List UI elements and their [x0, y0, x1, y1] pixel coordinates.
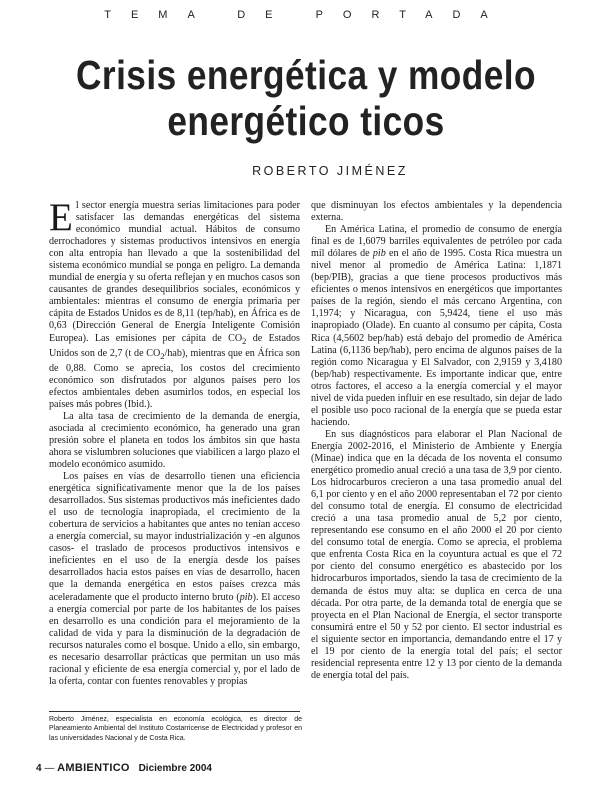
issue-date: Diciembre 2004 — [138, 763, 212, 774]
article-author: ROBERTO JIMÉNEZ — [252, 164, 408, 178]
drop-cap: E — [49, 196, 73, 239]
folio-separator: — — [44, 763, 55, 774]
paragraph-intro: El sector energía muestra serias limitaciones para poder satisfacer las demandas energéticas del sistema económico mundial actual. Hábitos de consumo derrochadores y sistemas productivos intensivos en energía con alta entropía han llevado a que la sostenibilidad del sistema económico mundial se ponga en peligro. La demanda mundial de energía y su oferta reflejan y en muchos casos son causantes de grandes desequilibrios sociales, económicos y ambientales: mientras el consumo de energía primaria per cápita de Estados Unidos es de 8,11 (tep/hab), en África es de 0,63 (Dirección General de Energía Inteligente Comisión Europea). Las emisiones per cápita de $CO_2$ de Estados Unidos son de 2,7 (t de $CO_2/hab$), mientras que en África son de 0,88. Como se aprecia, los costos del crecimiento económico son disfrutados por algunos países pero los efectos ambientales deben asumirlos todos, en especial los países más pobres (Ibid.). — [49, 196, 300, 410]
paragraph: Los países en vías de desarrollo tienen una eficiencia energética significativamente menor que la de los países desarrollados. Sus sistemas productivos más ineficientes dado el uso de tecnología inapropiada, el crecimiento de la cobertura de servicios a habitantes que antes no tenían acceso a energía comercial, su mayor industrialización y -en algunos casos- el traslado de procesos productivos intensivos e ineficientes en el uso de la energía desde los países desarrollados hacia estos países en vías de desarrollo, hacen que la demanda energética en estos países crezca más aceleradamente que el producto interno bruto (pib). El acceso a energía comercial por parte de los habitantes de los países en desarrollo es una condición para el mejoramiento de la calidad de vida y para la disminución de la degradación de recursos naturales como el bosque. Unido a ello, sin embargo, es necesario desarrollar prácticas que permitan un uso más racional y eficiente de esa energía comercial y, por el lado de la oferta, contar con fuentes renovables y propias — [49, 471, 300, 687]
paragraph: En sus diagnósticos para elaborar el Plan Nacional de Energía 2002-2016, el Ministerio de Ambiente y Energía (Minae) indica que en la década de los noventa el consumo energético promedio anual creció a una tasa de 3,9 por ciento. Los hidrocarburos crecieron a una tasa promedio anual del 6,1 por ciento y en el año 2000 representaban el 72 por ciento del consumo total de energía. El consumo de electricidad creció a una tasa promedio anual de 5,2 por ciento, representando ese consumo en el año 2000 el 20 por ciento del consumo total de energía. Como se aprecia, el problema que enfrenta Costa Rica en la coyuntura actual es que el 72 por ciento del consumo energético es abastecido por los hidrocarburos importados, siendo la tasa de crecimiento de la demanda de éstos muy alta: se duplica en cerca de una década. Por otra parte, de la demanda total de energía que se proyecta en el Plan Nacional de Energía, el sector transporte consumirá entre el 50 y 52 por ciento. El sector industrial es el siguiente sector en importancia, demandando entre el 17 y el 19 por ciento de la energía total del país; el sector residencial representa entre 12 y 13 por ciento de la demanda de energía total del país. — [311, 428, 562, 681]
paragraph: En América Latina, el promedio de consumo de energía final es de 1,6079 barriles equivalentes de petróleo por cada mil dólares de pib en el año de 1995. Costa Rica muestra un nivel menor al promedio de América Latina: 1,1871 (bep/PIB), gracias a que tiene procesos productivos más eficientes o menos intensivos en energéticos que importantes países de la región, siendo el más cercano Argentina, con 1,1974; y Nicaragua, con 5,9424, tiene el uso más inapropiado (Olade). En cuanto al consumo per cápita, Costa Rica (4,5602 bep/hab) está debajo del promedio de América Latina (6,1136 bep/hab), pero encima de algunos países de la región como Nicaragua y El Salvador, con 2,9159 y 3,4180 (bep/hab) respectivamente. Es importante indicar que, entre otros factores, el acceso a la energía comercial y el mayor nivel de vida pueden influir en ese resultado, sin dejar de lado el posible uso poco racional de la energía que se pueda estar haciendo. — [311, 224, 562, 428]
column-right — [311, 200, 562, 682]
section-label: TEMA DE PORTADA — [104, 9, 508, 21]
paragraph: que disminuyan los efectos ambientales y la dependencia externa. — [311, 200, 562, 224]
author-footnote: Roberto Jiménez, especialista en economía ecológica, es director de Planeamiento Ambiental del Instituto Costarricense de Electricidad y profesor en las universidades Nacional y de Costa Rica. — [49, 716, 302, 742]
footnote-rule — [49, 711, 300, 712]
page-footer — [36, 760, 212, 776]
article-title: Crisis energética y modelo energético ticos — [76, 52, 536, 144]
page-number: 4 — [36, 763, 42, 774]
magazine-name: AMBIENTICO — [57, 762, 130, 774]
column-left — [49, 196, 300, 688]
paragraph: La alta tasa de crecimiento de la demanda de energía, asociada al crecimiento económico, ha generado una gran presión sobre el planeta en todos los ámbitos sin que hasta ahora se vislumbren soluciones que viabilicen a largo plazo el modelo económico asumido. — [49, 410, 300, 471]
